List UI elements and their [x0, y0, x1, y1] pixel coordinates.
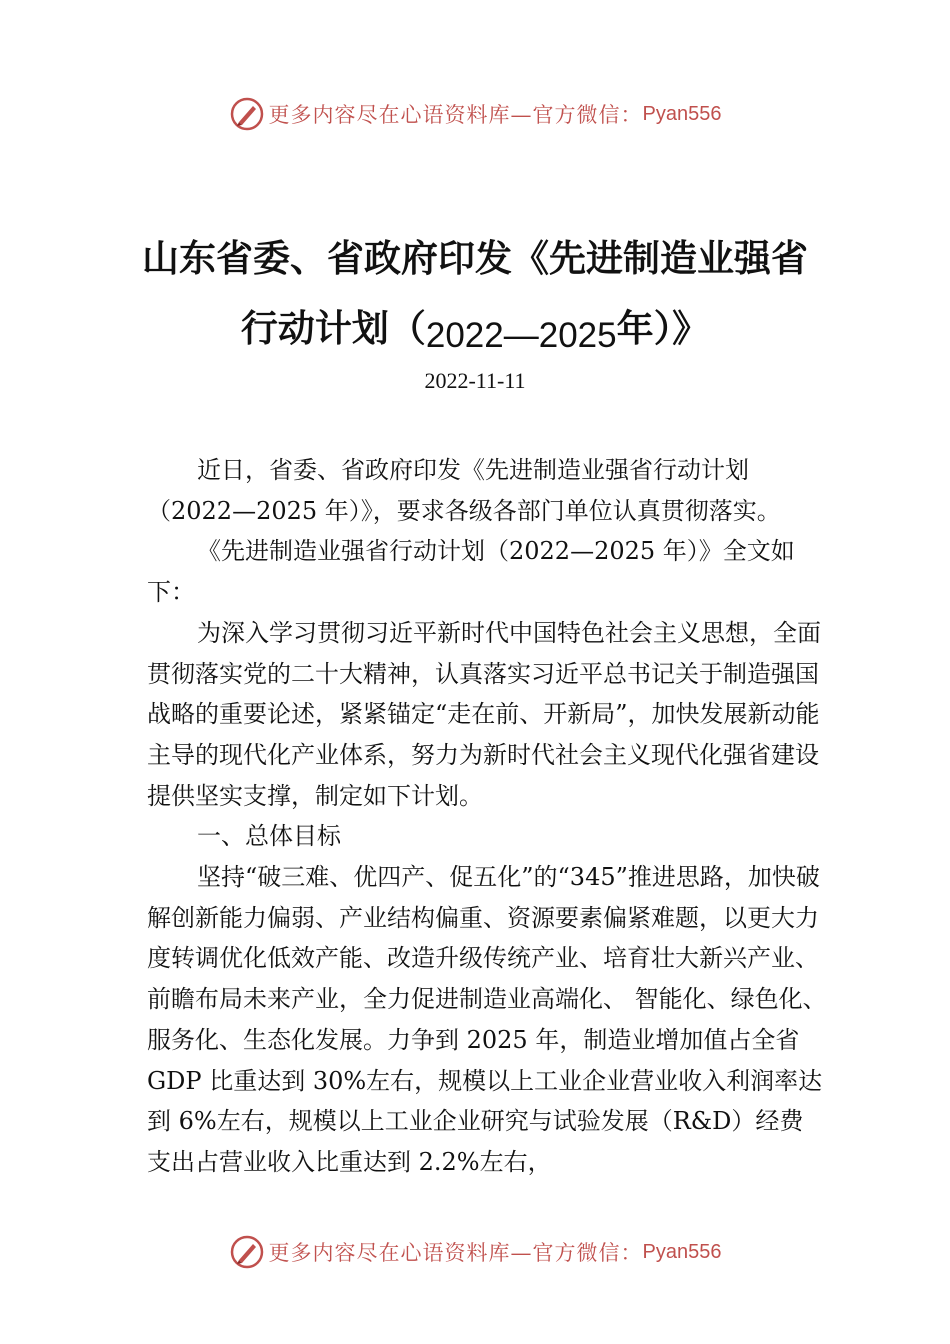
watermark-banner-bottom — [0, 1232, 950, 1272]
body-paragraph-3: 为深入学习贯彻习近平新时代中国特色社会主义思想，全面贯彻落实党的二十大精神，认真落实习近平总书记关于制造强国战略的重要论述，紧紧锚定“走在前、开新局”，加快发展新动能主导的现代化产业体系，努力为新时代社会主义现代化强省建设提供坚实支撑，制定如下计划。 — [147, 618, 821, 810]
body-paragraph-2: 《先进制造业强省行动计划（2022—2025 年）》全文如下： — [147, 537, 795, 607]
title-line-2-years: 2022—2025 — [425, 316, 617, 355]
pen-logo-icon — [229, 96, 265, 132]
body-paragraph-4: 坚持“破三难、优四产、促五化”的“345”推进思路，加快破解创新能力偏弱、产业结构偏重、资源要素偏紧难题，以更大力度转调优化低效产能、改造升级传统产业、培育壮大新兴产业、前瞻布局未来产业，全力促进制造业高端化、 智能化、绿色化、服务化、生态化发展。力争到 2025 年，制造业增加值占全省 GDP 比重达到 30%左右，规模以上工业企业营业收入利润率达到 6%左右，规模以上工业企业研究与试验发展（R&D）经费支出占营业收入比重达到 2.2%左右， — [147, 863, 827, 1176]
watermark-text: 更多内容尽在心语资料库—官方微信： — [268, 1241, 643, 1265]
publish-date: 2022-11-11 — [424, 368, 526, 393]
watermark-wechat-id: Pyan556 — [642, 102, 722, 125]
pen-logo-icon — [229, 1234, 265, 1270]
document-title-line-2 — [0, 298, 950, 355]
document-body — [147, 450, 827, 1183]
title-line-2-prefix: 行动计划（ — [240, 307, 426, 350]
document-title-line-1: 山东省委、省政府印发《先进制造业强省 — [142, 237, 808, 280]
section-heading-1: 一、总体目标 — [197, 822, 341, 851]
title-line-2-suffix: 年）》 — [616, 307, 710, 350]
watermark-text: 更多内容尽在心语资料库—官方微信： — [268, 103, 643, 127]
watermark-banner-top — [0, 94, 950, 134]
watermark-wechat-id: Pyan556 — [642, 1240, 722, 1263]
body-paragraph-1: 近日，省委、省政府印发《先进制造业强省行动计划（2022—2025 年）》，要求各级各部门单位认真贯彻落实。 — [147, 456, 781, 525]
